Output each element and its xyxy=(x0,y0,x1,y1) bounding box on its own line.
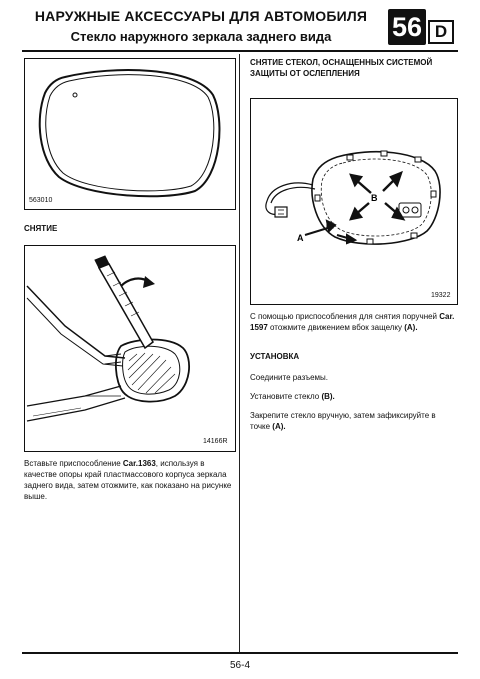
heated-glass-heading: СНЯТИЕ СТЕКОЛ, ОСНАЩЕННЫХ СИСТЕМОЙ ЗАЩИТЫ ОТ ОСЛЕПЛЕНИЯ xyxy=(250,58,433,78)
tool-reference: Car.1363 xyxy=(122,459,156,468)
heated-glass-instruction: С помощью приспособления для снятия поручней Car. 1597 отожмите движением вбок защелку (A). xyxy=(250,312,455,332)
column-divider xyxy=(239,54,240,652)
page-title: НАРУЖНЫЕ АКСЕССУАРЫ ДЛЯ АВТОМОБИЛЯ xyxy=(34,8,368,24)
page-subtitle: Стекло наружного зеркала заднего вида xyxy=(70,29,332,44)
removal-instruction: Вставьте приспособление Car.1363, используя в качестве опоры край пластмассового корпуса зеркала заднего вида, затем отожмите, как показано на рисунке выше. xyxy=(24,459,232,501)
removal-heading: СНЯТИЕ xyxy=(24,224,58,233)
figure-tool-insertion xyxy=(24,245,236,452)
mirror-glass-drawing xyxy=(25,59,235,209)
heated-glass-drawing xyxy=(251,99,457,304)
figure-code: 563010 xyxy=(29,197,53,204)
latch-reference: (A). xyxy=(404,323,418,332)
label-b: B xyxy=(371,193,378,203)
figure-mirror-glass xyxy=(24,58,236,210)
page-number: 56-4 xyxy=(229,660,250,671)
tool-reference: Car. 1597 xyxy=(250,312,455,332)
tool-insertion-drawing xyxy=(25,246,235,451)
label-a: A xyxy=(297,233,304,243)
install-step-2: Установите стекло (B). xyxy=(250,392,335,401)
section-number-badge: 56 xyxy=(388,9,426,45)
install-heading: УСТАНОВКА xyxy=(250,352,300,361)
figure-code: 14166R xyxy=(203,438,228,445)
install-step-3: Закрепите стекло вручную, затем зафиксируйте в точке (A). xyxy=(250,411,436,431)
figure-code: 19322 xyxy=(431,292,451,299)
footer-divider xyxy=(22,652,458,654)
section-letter-badge: D xyxy=(428,20,454,44)
figure-heated-glass xyxy=(250,98,458,305)
header-divider xyxy=(22,50,458,52)
install-step-1: Соедините разъемы. xyxy=(250,373,328,382)
